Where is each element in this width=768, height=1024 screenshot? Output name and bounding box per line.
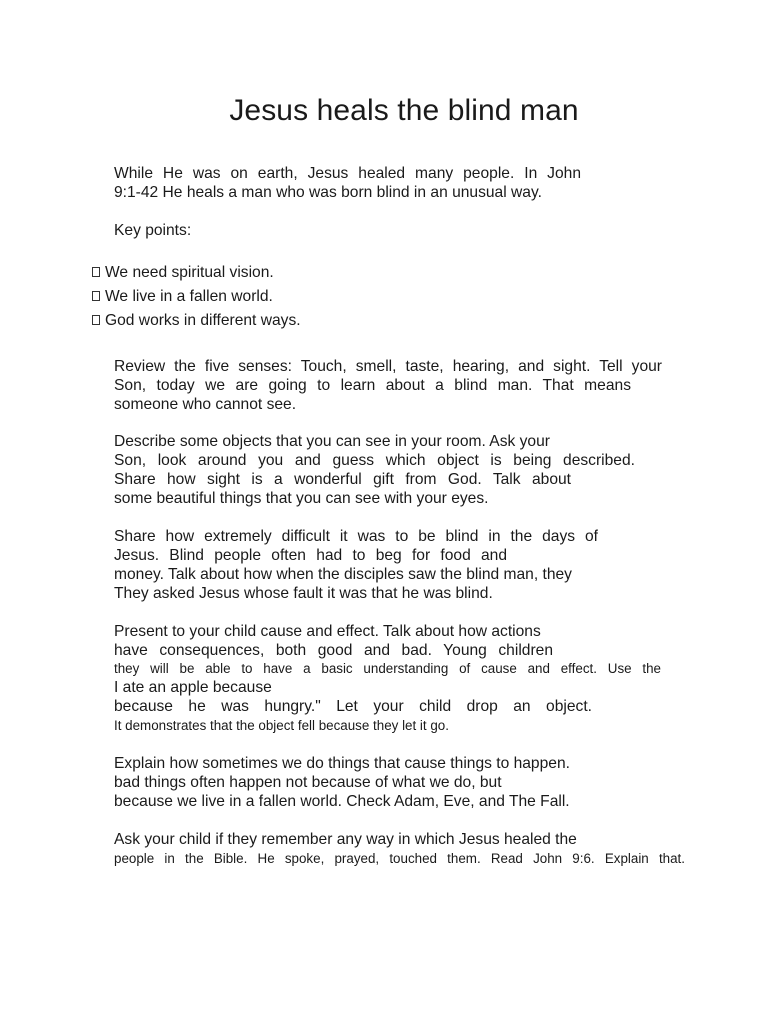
intro-line-2: 9:1-42 He heals a man who was born blind in an unusual way. bbox=[114, 184, 542, 201]
paragraph-1-line-1: Review the five senses: Touch, smell, taste, hearing, and sight. Tell your bbox=[114, 358, 662, 375]
paragraph-6-line-2: people in the Bible. He spoke, prayed, touched them. Read John 9:6. Explain that. bbox=[114, 851, 685, 866]
paragraph-4-line-1: Present to your child cause and effect. Talk about how actions bbox=[114, 623, 541, 640]
paragraph-3-line-2: Jesus. Blind people often had to beg for food and bbox=[114, 547, 507, 564]
paragraph-2-line-1: Describe some objects that you can see in your room. Ask your bbox=[114, 433, 550, 450]
bullet-box-icon bbox=[92, 291, 100, 301]
paragraph-4-line-3: they will be able to have a basic understanding of cause and effect. Use the bbox=[114, 661, 661, 676]
paragraph-3-line-1: Share how extremely difficult it was to be blind in the days of bbox=[114, 528, 598, 545]
paragraph-4-line-5: because he was hungry." Let your child drop an object. bbox=[114, 698, 592, 715]
paragraph-3-line-3: money. Talk about how when the disciples saw the blind man, they bbox=[114, 566, 572, 583]
paragraph-3-line-4: They asked Jesus whose fault it was that he was blind. bbox=[114, 585, 493, 602]
paragraph-1-line-2: Son, today we are going to learn about a blind man. That means bbox=[114, 377, 631, 394]
intro-line-1: While He was on earth, Jesus healed many people. In John bbox=[114, 165, 581, 182]
key-point-item: We live in a fallen world. bbox=[92, 287, 273, 306]
paragraph-5-line-3: because we live in a fallen world. Check Adam, Eve, and The Fall. bbox=[114, 793, 570, 810]
page-title: Jesus heals the blind man bbox=[229, 94, 579, 127]
paragraph-4-line-6: It demonstrates that the object fell because they let it go. bbox=[114, 718, 449, 733]
paragraph-2-line-2: Son, look around you and guess which object is being described. bbox=[114, 452, 635, 469]
paragraph-2-line-4: some beautiful things that you can see with your eyes. bbox=[114, 490, 489, 507]
key-points-label: Key points: bbox=[114, 222, 192, 239]
key-point-item: God works in different ways. bbox=[92, 311, 301, 330]
bullet-box-icon bbox=[92, 267, 100, 277]
paragraph-1-line-3: someone who cannot see. bbox=[114, 396, 297, 413]
paragraph-5-line-1: Explain how sometimes we do things that cause things to happen. bbox=[114, 755, 570, 772]
paragraph-5-line-2: bad things often happen not because of what we do, but bbox=[114, 774, 502, 791]
paragraph-6-line-1: Ask your child if they remember any way in which Jesus healed the bbox=[114, 831, 577, 848]
paragraph-4-line-4: I ate an apple because bbox=[114, 679, 272, 696]
paragraph-2-line-3: Share how sight is a wonderful gift from God. Talk about bbox=[114, 471, 571, 488]
paragraph-4-line-2: have consequences, both good and bad. Young children bbox=[114, 642, 553, 659]
bullet-box-icon bbox=[92, 315, 100, 325]
key-point-item: We need spiritual vision. bbox=[92, 263, 274, 282]
